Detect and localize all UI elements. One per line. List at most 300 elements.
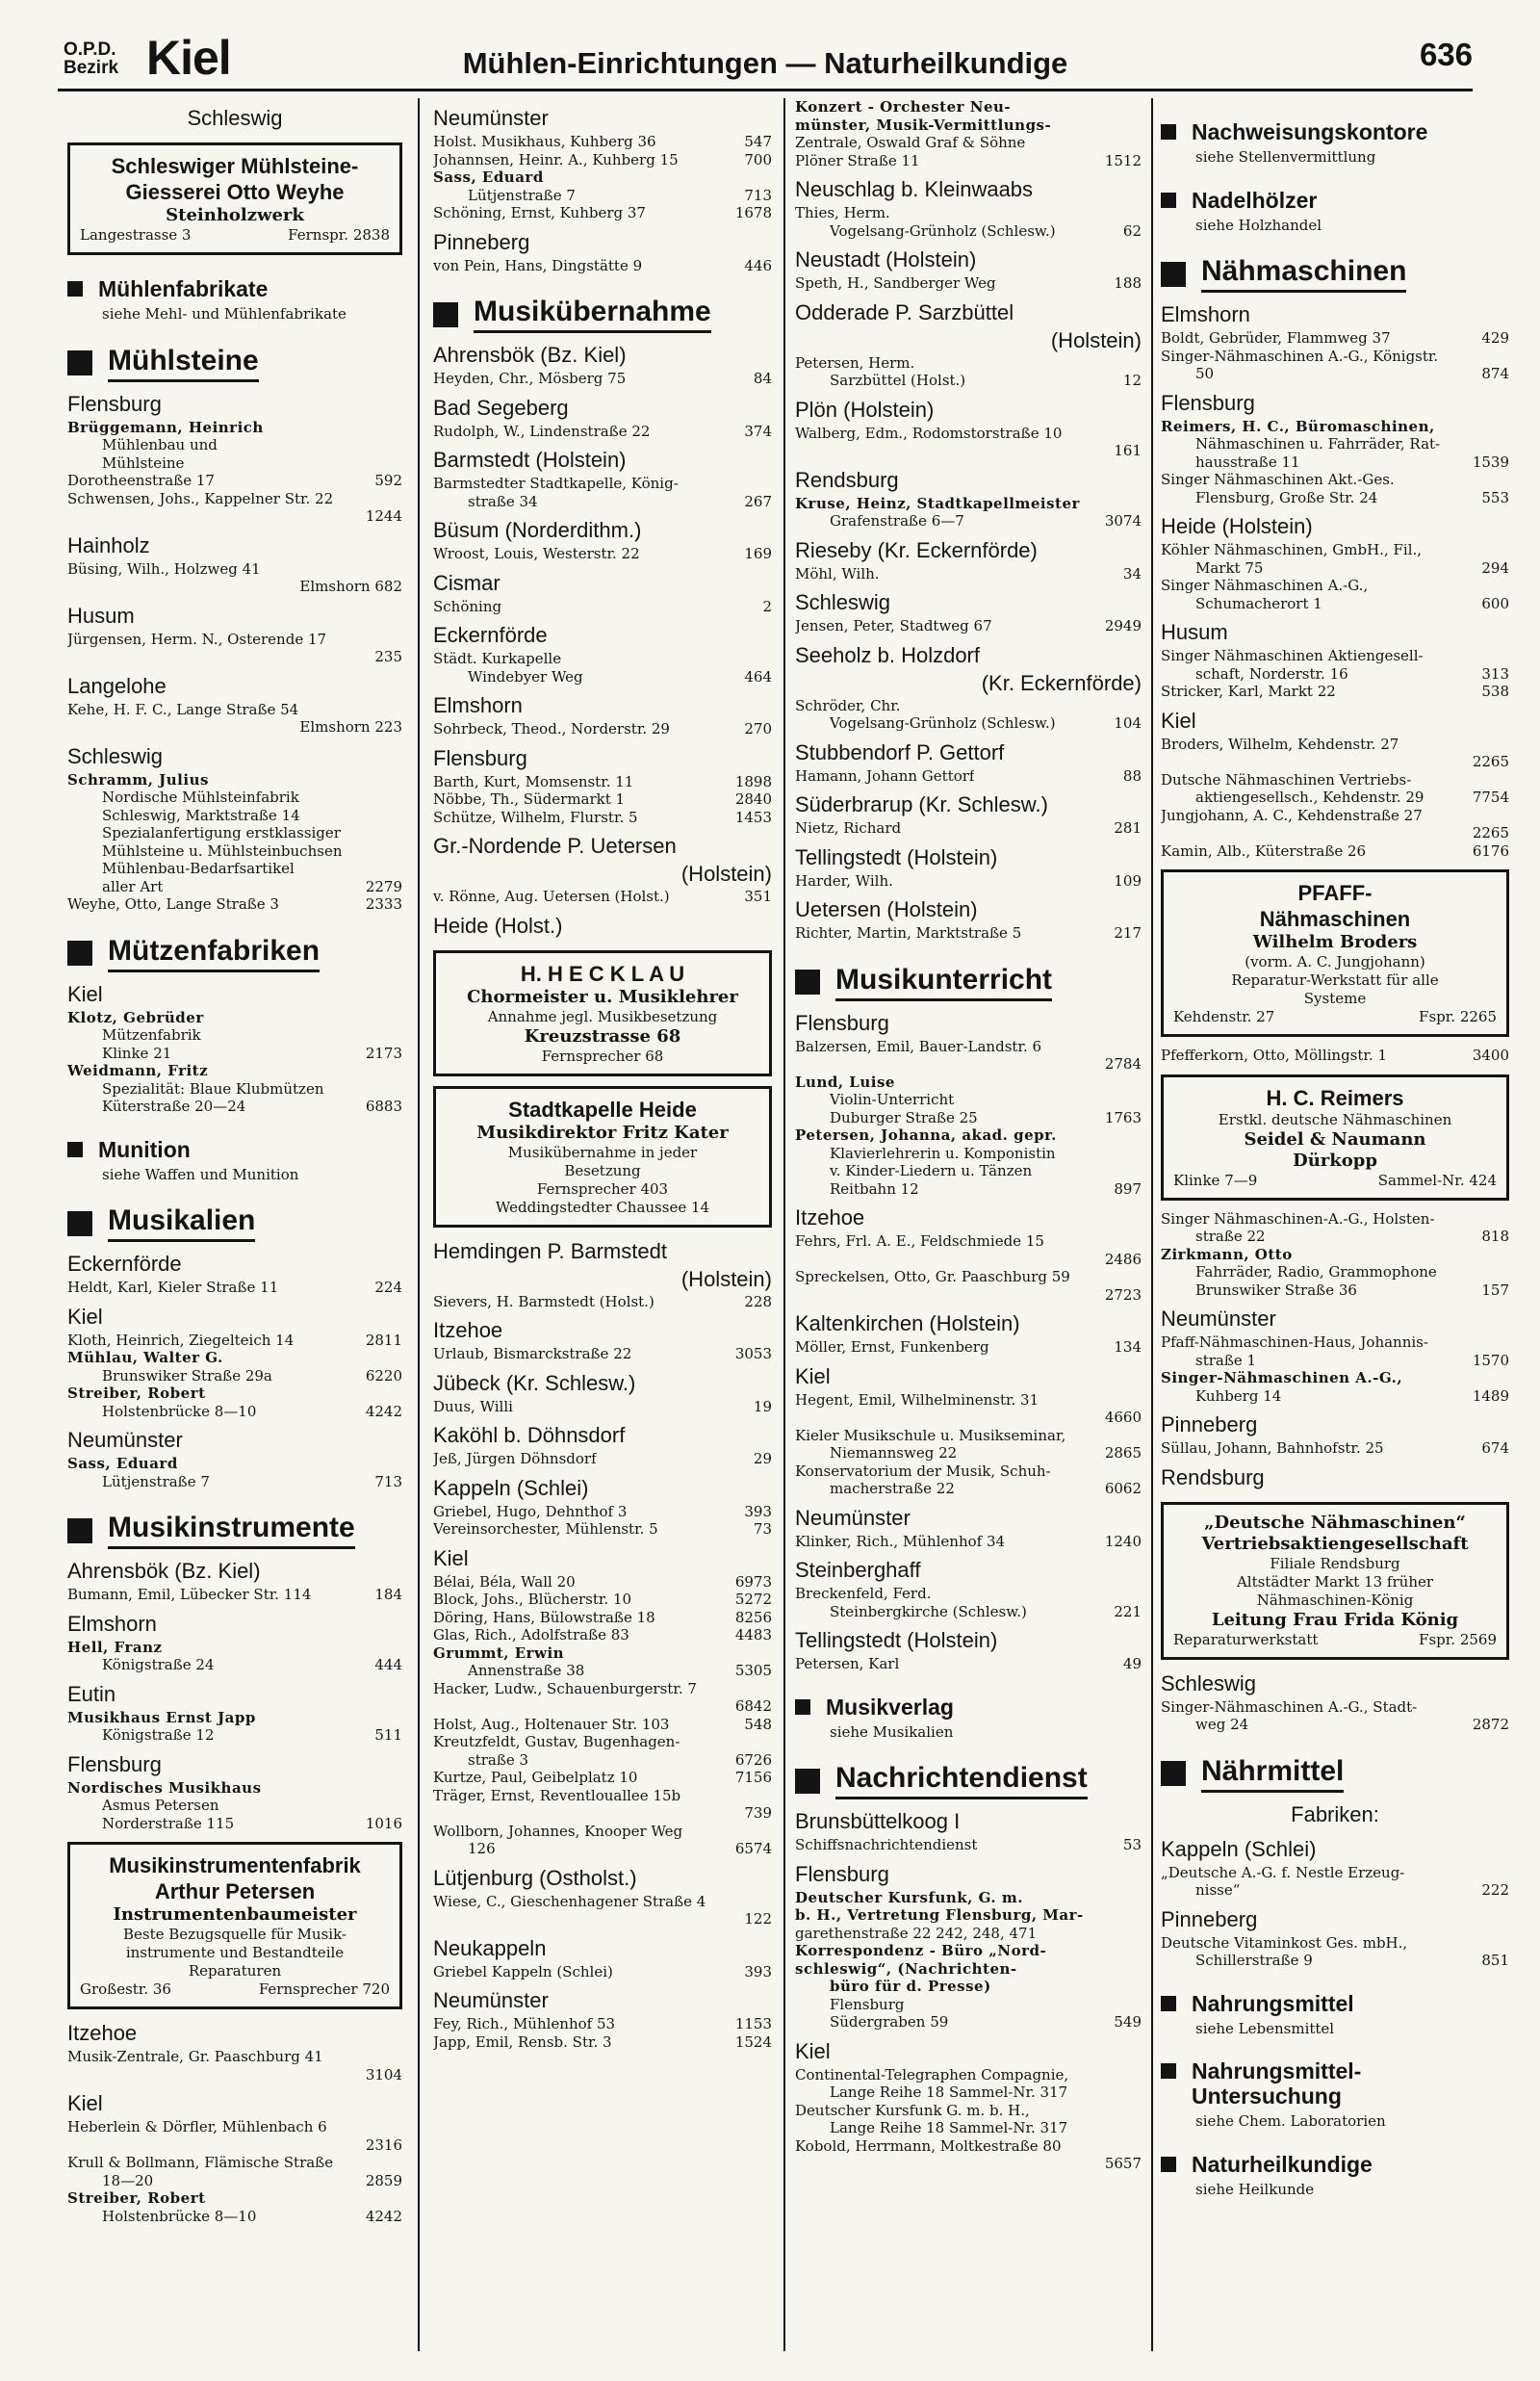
- entry-detail: [1161, 1263, 1509, 1281]
- entry-text: Japp, Emil, Rensb. Str. 3: [433, 2032, 612, 2051]
- entry-line: [1161, 559, 1509, 578]
- column-1: [67, 98, 402, 2351]
- entry-line: [1161, 1439, 1509, 1458]
- entry-text: Singer-Nähmaschinen A.-G., Königstr.: [1161, 347, 1439, 365]
- ad-title: H. C. Reimers: [1266, 1085, 1404, 1110]
- entry-line: [795, 495, 1142, 513]
- square-bullet-icon: [1161, 124, 1176, 140]
- phone-number: 592: [374, 472, 402, 489]
- entry-detail-text: Klavierlehrerin u. Komponistin: [830, 1144, 1056, 1162]
- ad-line: instrumente und Bestandteile: [125, 1944, 345, 1961]
- entry-text: Markt 75: [1195, 558, 1264, 577]
- page-header: [58, 29, 1473, 91]
- phone-number: 19: [753, 1397, 772, 1415]
- entry-line: [795, 617, 1142, 635]
- entry-name: [1161, 1246, 1509, 1264]
- phone-number: 184: [374, 1586, 402, 1603]
- entry-detail: [67, 1026, 402, 1045]
- category-heading: [1161, 188, 1509, 213]
- entry-line: [67, 1403, 402, 1421]
- entry-detail-text: Violin-Unterricht: [830, 1091, 955, 1108]
- place-heading: Hemdingen P. Barmstedt: [433, 1238, 667, 1263]
- ad-title: H. H E C K L A U: [520, 961, 685, 986]
- entry-text: Barmstedter Stadtkapelle, König-: [433, 475, 679, 492]
- entry-line: [795, 1925, 1142, 1943]
- place-heading: Pinneberg: [1161, 1412, 1258, 1436]
- advertisement-box: [67, 142, 402, 255]
- entry-detail: [795, 1145, 1142, 1163]
- category-heading: [1161, 2152, 1509, 2177]
- entry-text: Holst. Musikhaus, Kuhberg 36: [433, 133, 656, 150]
- entry-name: [795, 98, 1142, 116]
- phone-number: 1016: [365, 1814, 402, 1832]
- entry-line: [1161, 1864, 1509, 1882]
- entry-text: schleswig“, (Nachrichten-: [795, 1959, 1017, 1978]
- square-bullet-icon: [1161, 262, 1186, 287]
- entry-text: Deutscher Kursfunk G. m. b. H.,: [795, 2101, 1030, 2119]
- entry-detail: [795, 1162, 1142, 1180]
- entry-detail-text: Mühlenbau und: [102, 436, 218, 453]
- entry-line: [795, 2102, 1142, 2120]
- column-divider: [1151, 98, 1153, 2351]
- category-title: Nahrungsmittel: [1192, 1990, 1354, 2016]
- ad-phone: Fernsprecher 720: [258, 1980, 390, 1998]
- place-heading: Kaltenkirchen (Holstein): [795, 1311, 1020, 1335]
- place-heading: Rieseby (Kr. Eckernförde): [795, 537, 1038, 562]
- entry-line: [67, 1586, 402, 1604]
- ad-highlight: Leitung Frau Frida König: [1211, 1609, 1459, 1630]
- place-heading: Elmshorn: [1161, 302, 1250, 326]
- phone-number: 444: [374, 1656, 402, 1673]
- category-title: Nährmittel: [1201, 1755, 1344, 1793]
- entry-text: Heyden, Chr., Mösberg 75: [433, 370, 627, 387]
- place-heading: Uetersen (Holstein): [795, 897, 978, 921]
- entry-text: Städt. Kurkapelle: [433, 650, 562, 667]
- entry-line: [1161, 489, 1509, 507]
- entry-line: [795, 1836, 1142, 1854]
- phone-number: 2265: [1472, 753, 1509, 770]
- phone-number: 6176: [1472, 841, 1509, 860]
- entry-text: Nöbbe, Th., Südermarkt 1: [433, 790, 626, 808]
- ad-phone: Fspr. 2569: [1419, 1630, 1497, 1648]
- phone-number: 464: [744, 667, 772, 686]
- ad-line: Besetzung: [564, 1161, 641, 1179]
- phone-number: 1153: [734, 2015, 772, 2032]
- column-4: [1161, 98, 1509, 2351]
- entry-line: [433, 1345, 772, 1363]
- phone-number: 548: [744, 1715, 772, 1733]
- entry-line: [433, 1450, 772, 1468]
- ad-highlight: Steinholzwerk: [166, 205, 304, 225]
- entry-text: Breckenfeld, Ferd.: [795, 1585, 932, 1602]
- phone-number: 73: [753, 1520, 772, 1538]
- place-heading: Flensburg: [1161, 390, 1255, 415]
- entry-line: [67, 2154, 402, 2172]
- entry-line: [433, 1751, 772, 1770]
- entry-text: Balzersen, Emil, Bauer-Landstr. 6: [795, 1037, 1042, 1055]
- phone-number: 84: [753, 370, 772, 387]
- entry-text: Holstenbrücke 8—10: [102, 2207, 257, 2225]
- entry-text: Spreckelsen, Otto, Gr. Paaschburg 59: [795, 1268, 1070, 1285]
- phone-number: 1453: [734, 808, 772, 826]
- entry-line: [433, 370, 772, 388]
- page-title: Mühlen-Einrichtungen — Naturheilkundige: [462, 46, 1068, 80]
- entry-line: [795, 1603, 1142, 1621]
- ad-phone: Fernspr. 2838: [288, 226, 390, 244]
- entry-detail: [67, 454, 402, 473]
- phone-number: 62: [1122, 221, 1142, 240]
- ad-footer: [1173, 1008, 1497, 1026]
- place-heading: Neustadt (Holstein): [795, 247, 977, 272]
- see-reference: siehe Stellenvermittlung: [1195, 148, 1376, 166]
- entry-text: Lange Reihe 18 Sammel-Nr. 317: [830, 2083, 1068, 2101]
- entry-text: Wroost, Louis, Westerstr. 22: [433, 545, 640, 562]
- square-bullet-icon: [67, 1211, 92, 1236]
- entry-line: [433, 1520, 772, 1539]
- place-heading: Cismar: [433, 570, 500, 595]
- entry-line: [67, 1726, 402, 1745]
- ad-title: Giesserei Otto Weyhe: [125, 180, 345, 204]
- entry-text: Pfefferkorn, Otto, Möllingstr. 1: [1161, 1047, 1388, 1064]
- category-title: Nahrungsmittel-: [1192, 2058, 1362, 2083]
- entry-line: [433, 1769, 772, 1787]
- place-heading: Kappeln (Schlei): [1161, 1836, 1317, 1861]
- ad-line: Annahme jegl. Musikbesetzung: [487, 1007, 718, 1025]
- entry-text: Jürgensen, Herm. N., Osterende 17: [67, 630, 327, 648]
- entry-line: [67, 1473, 402, 1491]
- entry-line: [795, 1533, 1142, 1551]
- entry-line: [795, 2013, 1142, 2032]
- see-reference: siehe Musikalien: [830, 1722, 954, 1741]
- entry-detail-text: Fahrräder, Radio, Grammophone: [1195, 1263, 1437, 1281]
- entry-detail: [67, 1080, 402, 1099]
- page-number: 636: [1419, 37, 1473, 72]
- entry-detail-text: Nordische Mühlsteinfabrik: [102, 789, 299, 806]
- entry-text: Möhl, Wilh.: [795, 564, 880, 582]
- place-heading: Itzehoe: [67, 2021, 138, 2045]
- phone-number: 818: [1481, 1228, 1509, 1245]
- entry-line: [1161, 683, 1509, 701]
- entry-text: Duburger Straße 25: [830, 1108, 978, 1126]
- entry-line: [433, 598, 772, 616]
- phone-number: 2811: [365, 1331, 402, 1349]
- entry-line: [795, 1655, 1142, 1673]
- entry-line: [1161, 789, 1509, 807]
- entry-text: aller Art: [102, 877, 164, 895]
- ad-highlight: Chormeister u. Musiklehrer: [467, 986, 738, 1007]
- phone-number: 6062: [1104, 1480, 1142, 1497]
- entry-line: [795, 714, 1142, 733]
- phone-number: 2486: [1104, 1250, 1142, 1268]
- entry-text: Jensen, Peter, Stadtweg 67: [795, 617, 992, 634]
- place-heading: Flensburg: [67, 1751, 162, 1776]
- place-heading: Langelohe: [67, 673, 167, 698]
- advertisement-box: [1161, 1074, 1509, 1201]
- phone-number: 1489: [1472, 1386, 1509, 1405]
- entry-line: [795, 1960, 1142, 1979]
- place-heading-continued: (Holstein): [680, 1266, 772, 1291]
- entry-line: [1161, 771, 1509, 789]
- phone-number: 34: [1122, 564, 1142, 582]
- entry-text: Wollborn, Johannes, Knooper Weg: [433, 1822, 683, 1840]
- entry-text: Königstraße 12: [102, 1726, 215, 1744]
- entry-line: [795, 1038, 1142, 1056]
- entry-line: [1161, 1228, 1509, 1246]
- entry-text: münster, Musik-Vermittlungs-: [795, 116, 1052, 134]
- place-heading: Büsum (Norderdithm.): [433, 518, 642, 542]
- entry-text: Kurtze, Paul, Geibelplatz 10: [433, 1769, 638, 1786]
- entry-name: [67, 1639, 402, 1657]
- entry-text: Vereinsorchester, Mühlenstr. 5: [433, 1520, 658, 1538]
- entry-text: Heberlein & Dörfler, Mühlenbach 6: [67, 2118, 327, 2135]
- category-title: Nähmaschinen: [1201, 255, 1406, 293]
- entry-name-text: Zirkmann, Otto: [1161, 1245, 1293, 1263]
- ad-highlight: Instrumentenbaumeister: [113, 1904, 357, 1925]
- entry-text: Königstraße 24: [102, 1656, 215, 1673]
- place-heading: Tellingstedt (Holstein): [795, 1628, 998, 1652]
- category-title: Nachrichtendienst: [835, 1762, 1088, 1799]
- entry-text: Möller, Ernst, Funkenberg: [795, 1338, 989, 1356]
- entry-line: [795, 274, 1142, 293]
- entry-text: Kloth, Heinrich, Ziegelteich 14: [67, 1331, 295, 1349]
- place-heading: Neumünster: [1161, 1307, 1276, 1331]
- phone-number: 1524: [734, 2032, 772, 2051]
- entry-line: [795, 2066, 1142, 2084]
- entry-line: [1161, 541, 1509, 559]
- ad-highlight: Wilhelm Broders: [1252, 932, 1418, 952]
- entry-detail-text: Nähmaschinen u. Fahrräder, Rat-: [1195, 435, 1441, 453]
- entry-line: [433, 888, 772, 906]
- entry-text: Speth, H., Sandberger Weg: [795, 274, 996, 292]
- entry-text: 126: [468, 1840, 496, 1857]
- entry-text: Stricker, Karl, Markt 22: [1161, 683, 1336, 700]
- entry-line: [795, 1978, 1142, 1996]
- entry-detail-text: Mühlsteine: [102, 453, 185, 472]
- entry-text: Petersen, Karl: [795, 1655, 900, 1672]
- ad-address: Klinke 7—9: [1173, 1171, 1258, 1189]
- entry-line: [67, 701, 402, 719]
- phone-number: Elmshorn 223: [299, 718, 402, 736]
- entry-name-text: Mühlau, Walter G.: [67, 1349, 223, 1366]
- place-heading: Bad Segeberg: [433, 395, 569, 420]
- entry-text: Urlaub, Bismarckstraße 22: [433, 1345, 632, 1362]
- entry-line: [433, 650, 772, 668]
- entry-text: Petersen, Johanna, akad. gepr.: [795, 1126, 1057, 1144]
- entry-text: Harder, Wilh.: [795, 871, 893, 890]
- entry-text: straße 1: [1195, 1351, 1257, 1369]
- ad-highlight: Seidel & Naumann: [1244, 1128, 1426, 1150]
- entry-line: [795, 1585, 1142, 1603]
- entry-line: [433, 1626, 772, 1644]
- entry-name-text: Weidmann, Fritz: [67, 1062, 209, 1079]
- entry-line: [1161, 647, 1509, 665]
- entry-line: [795, 1109, 1142, 1127]
- ad-footer: [1173, 1631, 1497, 1649]
- place-heading: Eckernförde: [433, 623, 548, 647]
- entry-text: Brunswiker Straße 36: [1195, 1281, 1357, 1299]
- phone-number: 538: [1481, 683, 1509, 700]
- place-heading: Eckernförde: [67, 1252, 182, 1276]
- category-heading: [433, 296, 772, 333]
- phone-number: 2316: [365, 2135, 402, 2154]
- entry-text: Deutsche Vitaminkost Ges. mbH.,: [1161, 1933, 1408, 1952]
- entry-name: [795, 1074, 1142, 1092]
- entry-line: [433, 1503, 772, 1521]
- entry-line: [795, 1391, 1142, 1410]
- entry-line: [433, 257, 772, 275]
- entry-text: Reimers, H. C., Büromaschinen,: [1161, 417, 1435, 435]
- ad-footer: [80, 226, 390, 245]
- category-title: Mühlsteine: [108, 345, 259, 382]
- entry-line: [67, 490, 402, 508]
- entry-line: [433, 1609, 772, 1627]
- entry-detail: [1161, 435, 1509, 453]
- phone-number: 270: [744, 720, 772, 738]
- entry-line: [433, 475, 772, 493]
- place-heading: Elmshorn: [67, 1611, 157, 1636]
- entry-text: straße 34: [468, 492, 538, 510]
- entry-text: von Pein, Hans, Dingstätte 9: [433, 256, 643, 274]
- entry-line: [67, 2048, 402, 2066]
- entry-text: Lütjenstraße 7: [468, 186, 576, 204]
- square-bullet-icon: [795, 1769, 820, 1794]
- ad-highlight: Vertriebsaktiengesellschaft: [1201, 1533, 1469, 1554]
- entry-line: [67, 878, 402, 896]
- category-heading: [795, 1762, 1142, 1799]
- entry-text: Bumann, Emil, Lübecker Str. 114: [67, 1586, 312, 1603]
- place-heading: Schleswig: [1161, 1670, 1257, 1695]
- entry-text: schaft, Norderstr. 16: [1195, 664, 1348, 683]
- place-heading: Seeholz b. Holzdorf: [795, 642, 980, 667]
- place-heading: Kappeln (Schlei): [433, 1475, 589, 1500]
- entry-text: Kreutzfeldt, Gustav, Bugenhagen-: [433, 1733, 680, 1750]
- square-bullet-icon: [1161, 1996, 1176, 2011]
- phone-number: 2784: [1104, 1055, 1142, 1073]
- entry-line: [433, 2015, 772, 2033]
- place-heading: Schleswig: [187, 106, 283, 130]
- entry-name-text: Brüggemann, Heinrich: [67, 418, 264, 436]
- ad-line: Musikübernahme in jeder: [507, 1143, 698, 1161]
- entry-line: [1161, 365, 1509, 383]
- square-bullet-icon: [1161, 1761, 1186, 1786]
- entry-text: Köhler Nähmaschinen, GmbH., Fil.,: [1161, 541, 1423, 558]
- entry-name: [67, 1385, 402, 1403]
- column-3: [795, 98, 1142, 2351]
- place-heading: Stubbendorf P. Gettorf: [795, 739, 1005, 764]
- entry-text: Deutscher Kursfunk, G. m.: [795, 1888, 1023, 1906]
- place-heading: Schleswig: [67, 743, 164, 768]
- entry-line: [795, 1126, 1142, 1145]
- category-title: Musikunterricht: [835, 964, 1052, 1001]
- phone-number: 2279: [365, 877, 402, 895]
- place-heading: Jübeck (Kr. Schlesw.): [433, 1370, 636, 1395]
- entry-detail: [67, 436, 402, 454]
- entry-line: [795, 1180, 1142, 1199]
- phone-number: 2333: [365, 895, 402, 913]
- entry-text: Jeß, Jürgen Döhnsdorf: [433, 1450, 597, 1467]
- entry-detail: [67, 789, 402, 807]
- entry-line: [795, 1480, 1142, 1498]
- entry-line: [433, 773, 772, 791]
- entry-detail-text: Spezialität: Blaue Klubmützen: [102, 1079, 324, 1098]
- ad-line: Nähmaschinen-König: [1256, 1591, 1414, 1609]
- entry-text: Block, Johs., Blücherstr. 10: [433, 1591, 632, 1608]
- entry-name-text: Streiber, Robert: [67, 1385, 206, 1402]
- entry-text: Schöning, Ernst, Kuhberg 37: [433, 204, 646, 221]
- place-heading: Flensburg: [795, 1010, 889, 1035]
- entry-line: [795, 1889, 1142, 1907]
- entry-line: [1161, 807, 1509, 825]
- ad-highlight: Dürkopp: [1293, 1150, 1377, 1171]
- entry-name-text: Streiber, Robert: [67, 2189, 206, 2207]
- entry-text: Kamin, Alb., Küterstraße 26: [1161, 841, 1367, 860]
- entry-line: [67, 1332, 402, 1350]
- entry-text: Vogelsang-Grünholz (Schlesw.): [830, 714, 1056, 732]
- category-title: Musikalien: [108, 1204, 255, 1242]
- entry-text: büro für d. Presse): [830, 1978, 991, 1995]
- phone-number: 109: [1114, 871, 1142, 890]
- place-heading: Kiel: [67, 1304, 103, 1329]
- category-heading: [795, 964, 1142, 1001]
- entry-text: Vogelsang-Grünholz (Schlesw.): [830, 221, 1056, 240]
- place-heading: Flensburg: [67, 391, 162, 416]
- entry-line: [795, 1427, 1142, 1445]
- square-bullet-icon: [1161, 193, 1176, 208]
- phone-number: 351: [744, 888, 772, 905]
- entry-text: „Deutsche A.-G. f. Nestle Erzeug-: [1161, 1863, 1405, 1881]
- entry-line: [795, 204, 1142, 222]
- entry-line: [795, 767, 1142, 786]
- place-heading: Kiel: [433, 1545, 469, 1570]
- phone-number: 267: [744, 492, 772, 510]
- square-bullet-icon: [67, 350, 92, 375]
- entry-text: Thies, Herm.: [795, 204, 890, 221]
- entry-line: [67, 560, 402, 579]
- category-heading: [1161, 1991, 1509, 2016]
- entry-line: [433, 423, 772, 441]
- phone-number: 228: [744, 1292, 772, 1310]
- phone-number: 294: [1481, 558, 1509, 577]
- phone-number: 6842: [734, 1697, 772, 1715]
- place-heading: Neumünster: [67, 1428, 183, 1452]
- entry-text: Dorotheenstraße 17: [67, 472, 215, 489]
- category-heading: [67, 345, 402, 382]
- entry-line: [433, 1293, 772, 1311]
- entry-line: [433, 1963, 772, 1981]
- entry-name-text: Sass, Eduard: [67, 1455, 178, 1472]
- entry-name-text: Klotz, Gebrüder: [67, 1008, 204, 1026]
- entry-name-text: Musikhaus Ernst Japp: [67, 1708, 256, 1726]
- entry-detail-text: Mützenfabrik: [102, 1026, 201, 1044]
- entry-text: Kieler Musikschule u. Musikseminar,: [795, 1426, 1066, 1444]
- entry-name: [67, 1062, 402, 1080]
- phone-number: 5272: [734, 1591, 772, 1608]
- phone-number: 224: [374, 1279, 402, 1296]
- entry-text: Reitbahn 12: [830, 1179, 919, 1198]
- entry-text: Kehe, H. F. C., Lange Straße 54: [67, 700, 299, 718]
- entry-text: Annenstraße 38: [468, 1662, 585, 1679]
- ad-phone: Fspr. 2265: [1419, 1008, 1497, 1025]
- entry-text: Norderstraße 115: [102, 1814, 235, 1832]
- entry-text: Schöning: [433, 597, 502, 615]
- entry-text: Grafenstraße 6—7: [830, 512, 964, 530]
- phone-number: 88: [1122, 766, 1142, 785]
- place-heading: Elmshorn: [433, 693, 523, 717]
- entry-text: Petersen, Herm.: [795, 353, 915, 372]
- entry-text: Singer Nähmaschinen Aktiengesell-: [1161, 647, 1424, 664]
- category-heading: [67, 276, 402, 301]
- entry-line: [1161, 471, 1509, 489]
